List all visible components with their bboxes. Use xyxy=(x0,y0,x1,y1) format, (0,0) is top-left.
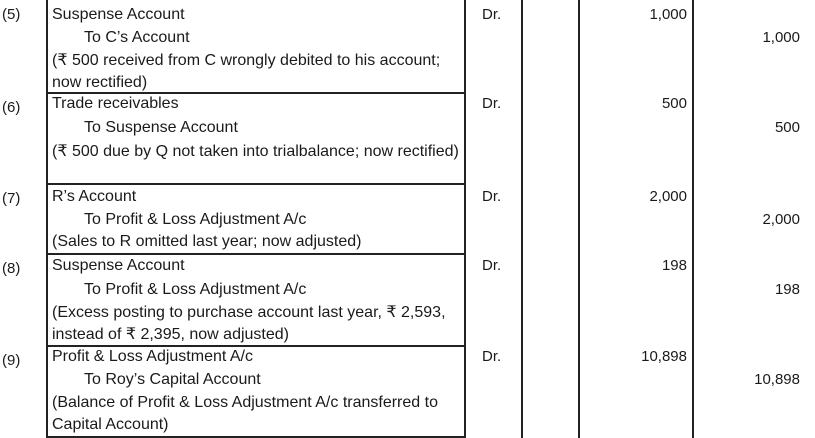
dr-marker: Dr. xyxy=(482,348,502,365)
debit-amount: 2,000 xyxy=(649,188,687,205)
debit-account: Suspense Account xyxy=(52,257,185,274)
entry-number: (8) xyxy=(2,260,21,277)
credit-account: To Roy’s Capital Account xyxy=(84,371,261,388)
credit-amount: 198 xyxy=(774,281,800,298)
narration: (Sales to R omitted last year; now adjusted) xyxy=(52,233,362,250)
credit-account: To Profit & Loss Adjustment A/c xyxy=(84,211,307,228)
entry-separator xyxy=(46,183,465,185)
column-rule-lf xyxy=(521,0,523,438)
dr-marker: Dr. xyxy=(482,188,502,205)
entry-number: (6) xyxy=(2,99,21,116)
column-rule-particulars xyxy=(464,0,466,438)
debit-account: Profit & Loss Adjustment A/c xyxy=(52,348,253,365)
credit-amount: 10,898 xyxy=(754,371,800,388)
credit-amount: 1,000 xyxy=(762,29,800,46)
narration: (₹ 500 received from C wrongly debited to his account; now rectified) xyxy=(52,52,441,91)
credit-amount: 500 xyxy=(774,119,800,136)
debit-account: R’s Account xyxy=(52,188,137,205)
column-rule-folio xyxy=(578,0,580,438)
narration: (Excess posting to purchase account last year, ₹ 2,593, instead of ₹ 2,395, now adjusted) xyxy=(52,304,446,343)
entry-number: (5) xyxy=(2,6,21,23)
narration: (Balance of Profit & Loss Adjustment A/c transferred to Capital Account) xyxy=(52,394,438,433)
entry-separator xyxy=(46,436,465,438)
debit-amount: 500 xyxy=(661,95,687,112)
entry-number: (9) xyxy=(2,352,21,369)
credit-amount: 2,000 xyxy=(762,211,800,228)
column-rule-date xyxy=(46,0,48,438)
credit-account: To Suspense Account xyxy=(84,119,238,136)
debit-account: Suspense Account xyxy=(52,6,185,23)
debit-account: Trade receivables xyxy=(52,95,179,112)
narration: (₹ 500 due by Q not taken into trialbalance; now rectified) xyxy=(52,143,459,160)
debit-amount: 198 xyxy=(661,257,687,274)
entry-number: (7) xyxy=(2,190,21,207)
credit-account: To Profit & Loss Adjustment A/c xyxy=(84,281,307,298)
credit-account: To C’s Account xyxy=(84,29,190,46)
dr-marker: Dr. xyxy=(482,257,502,274)
dr-marker: Dr. xyxy=(482,6,502,23)
column-rule-debit xyxy=(692,0,694,438)
dr-marker: Dr. xyxy=(482,95,502,112)
debit-amount: 10,898 xyxy=(641,348,687,365)
debit-amount: 1,000 xyxy=(649,6,687,23)
